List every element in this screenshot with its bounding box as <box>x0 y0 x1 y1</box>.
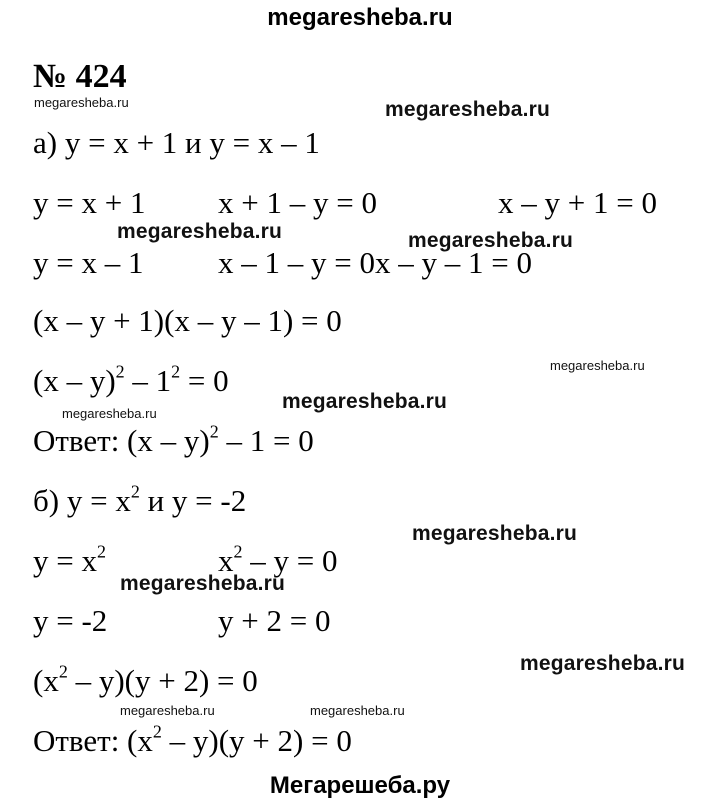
watermark: megaresheba.ru <box>282 390 448 413</box>
part-a-row1-col3: x – y + 1 = 0 <box>498 185 657 220</box>
part-b-answer: Ответ: $(x^2 - y)(y + 2) = 0$ <box>33 721 352 758</box>
watermark: megaresheba.ru <box>34 95 129 110</box>
watermark: megaresheba.ru <box>408 229 574 252</box>
watermark: megaresheba.ru <box>385 98 551 121</box>
part-a-row2-col2: x – 1 – y = 0x – y – 1 = 0 <box>218 245 532 280</box>
footer-watermark: Мегарешеба.ру <box>269 772 451 799</box>
part-a-row1-col1: y = x + 1 <box>33 185 146 220</box>
part-b-row1-col2: $x^2 - y = 0$ <box>218 541 338 578</box>
part-a-answer: Ответ: (x – y)$^2$ – 1 = 0 <box>33 421 314 458</box>
watermark: megaresheba.ru <box>120 703 215 718</box>
part-a-title: а) y = x + 1 и y = x – 1 <box>33 125 320 160</box>
part-a-row1-col2: x + 1 – y = 0 <box>218 185 377 220</box>
part-b-row2-col1: y = -2 <box>33 603 108 638</box>
header-watermark: megaresheba.ru <box>267 4 453 31</box>
part-b-title: б) $y = x^2$ и y = -2 <box>33 481 247 518</box>
part-a-difference: $(x - y)^2 - 1^2 = 0$ <box>33 361 229 398</box>
problem-number: № 424 <box>33 58 127 95</box>
watermark: megaresheba.ru <box>120 572 286 595</box>
part-b-product: $(x^2 - y)(y + 2) = 0$ <box>33 661 258 698</box>
watermark: megaresheba.ru <box>310 703 405 718</box>
watermark: megaresheba.ru <box>412 522 578 545</box>
part-a-row2-col1: y = x – 1 <box>33 245 144 280</box>
watermark: megaresheba.ru <box>117 220 283 243</box>
watermark: megaresheba.ru <box>550 358 645 373</box>
watermark: megaresheba.ru <box>62 406 157 421</box>
part-a-product: (x – y + 1)(x – y – 1) = 0 <box>33 303 342 338</box>
part-b-row1-col1: $y = x^2$ <box>33 541 106 578</box>
part-b-row2-col2: y + 2 = 0 <box>218 603 331 638</box>
watermark: megaresheba.ru <box>520 652 686 675</box>
